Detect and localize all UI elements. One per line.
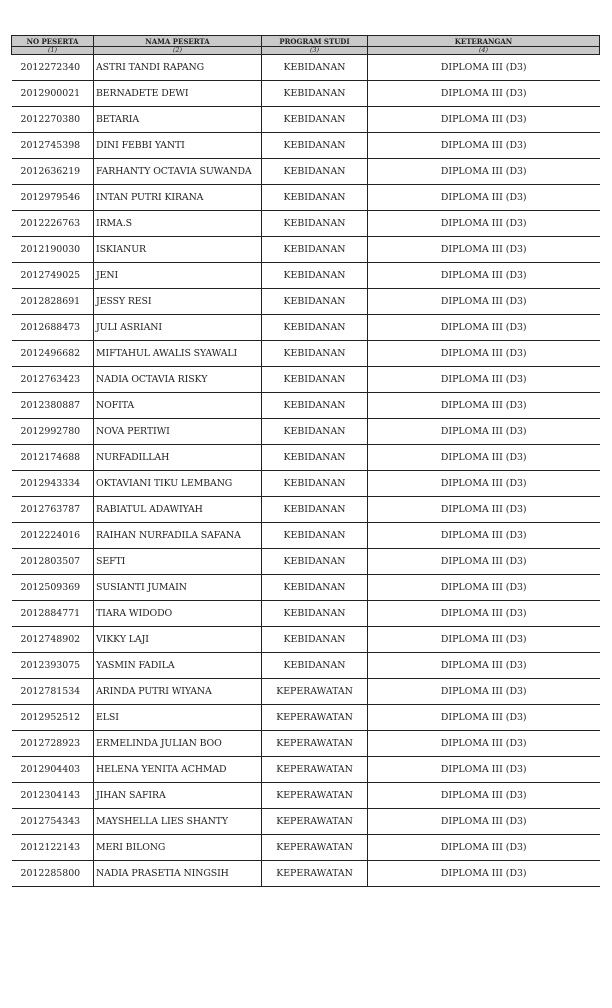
table-row [12,185,600,211]
cell-no-peserta: 2012380887 [12,393,94,419]
table-row [12,419,600,445]
cell-program-studi: KEBIDANAN [262,133,368,159]
cell-program-studi: KEPERAWATAN [262,809,368,835]
cell-keterangan: DIPLOMA III (D3) [368,393,600,419]
table-row [12,497,600,523]
cell-keterangan: DIPLOMA III (D3) [368,315,600,341]
header-program-studi: PROGRAM STUDI [262,36,368,47]
table-row [12,523,600,549]
cell-nama-peserta: HELENA YENITA ACHMAD [94,757,262,783]
cell-program-studi: KEBIDANAN [262,601,368,627]
cell-no-peserta: 2012763423 [12,367,94,393]
cell-program-studi: KEPERAWATAN [262,835,368,861]
cell-no-peserta: 2012224016 [12,523,94,549]
cell-program-studi: KEBIDANAN [262,315,368,341]
cell-program-studi: KEPERAWATAN [262,783,368,809]
table-row [12,315,600,341]
cell-nama-peserta: INTAN PUTRI KIRANA [94,185,262,211]
header-row [12,36,600,47]
cell-no-peserta: 2012803507 [12,549,94,575]
cell-nama-peserta: IRMA.S [94,211,262,237]
cell-keterangan: DIPLOMA III (D3) [368,341,600,367]
header-keterangan: KETERANGAN [368,36,600,47]
header-nama-peserta: NAMA PESERTA [94,36,262,47]
cell-nama-peserta: VIKKY LAJI [94,627,262,653]
table-row [12,705,600,731]
table-row [12,679,600,705]
table-row [12,237,600,263]
table-row [12,549,600,575]
cell-nama-peserta: ASTRI TANDI RAPANG [94,55,262,81]
cell-keterangan: DIPLOMA III (D3) [368,809,600,835]
cell-program-studi: KEPERAWATAN [262,731,368,757]
cell-keterangan: DIPLOMA III (D3) [368,289,600,315]
cell-no-peserta: 2012636219 [12,159,94,185]
table-row [12,731,600,757]
cell-nama-peserta: RAIHAN NURFADILA SAFANA [94,523,262,549]
table-row [12,757,600,783]
cell-program-studi: KEBIDANAN [262,159,368,185]
cell-keterangan: DIPLOMA III (D3) [368,471,600,497]
table-row [12,471,600,497]
cell-nama-peserta: DINI FEBBI YANTI [94,133,262,159]
table-row [12,393,600,419]
table-row [12,81,600,107]
cell-no-peserta: 2012952512 [12,705,94,731]
cell-nama-peserta: MIFTAHUL AWALIS SYAWALI [94,341,262,367]
cell-nama-peserta: JULI ASRIANI [94,315,262,341]
cell-no-peserta: 2012828691 [12,289,94,315]
cell-nama-peserta: RABIATUL ADAWIYAH [94,497,262,523]
cell-keterangan: DIPLOMA III (D3) [368,237,600,263]
cell-nama-peserta: NOFITA [94,393,262,419]
cell-keterangan: DIPLOMA III (D3) [368,55,600,81]
cell-program-studi: KEBIDANAN [262,289,368,315]
table-header [12,36,600,55]
cell-nama-peserta: ISKIANUR [94,237,262,263]
cell-program-studi: KEBIDANAN [262,575,368,601]
cell-keterangan: DIPLOMA III (D3) [368,367,600,393]
cell-no-peserta: 2012304143 [12,783,94,809]
header-number-row [12,47,600,55]
cell-no-peserta: 2012270380 [12,107,94,133]
cell-program-studi: KEPERAWATAN [262,679,368,705]
cell-nama-peserta: MAYSHELLA LIES SHANTY [94,809,262,835]
cell-program-studi: KEBIDANAN [262,445,368,471]
table-row [12,445,600,471]
table-row [12,263,600,289]
cell-keterangan: DIPLOMA III (D3) [368,861,600,887]
cell-no-peserta: 2012174688 [12,445,94,471]
cell-program-studi: KEBIDANAN [262,263,368,289]
cell-program-studi: KEBIDANAN [262,419,368,445]
cell-no-peserta: 2012509369 [12,575,94,601]
cell-keterangan: DIPLOMA III (D3) [368,575,600,601]
cell-nama-peserta: JIHAN SAFIRA [94,783,262,809]
table-row [12,809,600,835]
cell-program-studi: KEBIDANAN [262,497,368,523]
cell-program-studi: KEBIDANAN [262,81,368,107]
cell-no-peserta: 2012884771 [12,601,94,627]
cell-keterangan: DIPLOMA III (D3) [368,523,600,549]
cell-nama-peserta: OKTAVIANI TIKU LEMBANG [94,471,262,497]
cell-keterangan: DIPLOMA III (D3) [368,705,600,731]
table-row [12,601,600,627]
cell-no-peserta: 2012272340 [12,55,94,81]
cell-no-peserta: 2012728923 [12,731,94,757]
cell-no-peserta: 2012992780 [12,419,94,445]
cell-nama-peserta: NADIA PRASETIA NINGSIH [94,861,262,887]
cell-keterangan: DIPLOMA III (D3) [368,601,600,627]
cell-nama-peserta: NOVA PERTIWI [94,419,262,445]
cell-no-peserta: 2012496682 [12,341,94,367]
cell-keterangan: DIPLOMA III (D3) [368,679,600,705]
cell-nama-peserta: YASMIN FADILA [94,653,262,679]
cell-no-peserta: 2012226763 [12,211,94,237]
table-row [12,289,600,315]
cell-no-peserta: 2012900021 [12,81,94,107]
cell-no-peserta: 2012122143 [12,835,94,861]
cell-keterangan: DIPLOMA III (D3) [368,445,600,471]
cell-keterangan: DIPLOMA III (D3) [368,133,600,159]
cell-no-peserta: 2012748902 [12,627,94,653]
cell-no-peserta: 2012943334 [12,471,94,497]
cell-keterangan: DIPLOMA III (D3) [368,419,600,445]
cell-keterangan: DIPLOMA III (D3) [368,757,600,783]
cell-keterangan: DIPLOMA III (D3) [368,549,600,575]
header-number-2: (2) [94,47,262,55]
cell-keterangan: DIPLOMA III (D3) [368,627,600,653]
cell-no-peserta: 2012190030 [12,237,94,263]
header-number-3: (3) [262,47,368,55]
table-row [12,835,600,861]
cell-program-studi: KEBIDANAN [262,185,368,211]
table-row [12,107,600,133]
cell-nama-peserta: SUSIANTI JUMAIN [94,575,262,601]
cell-keterangan: DIPLOMA III (D3) [368,81,600,107]
header-number-1: (1) [12,47,94,55]
table-row [12,133,600,159]
cell-no-peserta: 2012688473 [12,315,94,341]
cell-program-studi: KEPERAWATAN [262,705,368,731]
cell-program-studi: KEPERAWATAN [262,861,368,887]
cell-nama-peserta: SEFTI [94,549,262,575]
cell-program-studi: KEBIDANAN [262,653,368,679]
cell-no-peserta: 2012393075 [12,653,94,679]
cell-no-peserta: 2012745398 [12,133,94,159]
table-row [12,653,600,679]
cell-nama-peserta: NURFADILLAH [94,445,262,471]
cell-program-studi: KEBIDANAN [262,107,368,133]
cell-program-studi: KEBIDANAN [262,471,368,497]
cell-keterangan: DIPLOMA III (D3) [368,653,600,679]
table-row [12,861,600,887]
participant-table [11,35,600,887]
cell-no-peserta: 2012904403 [12,757,94,783]
table-row [12,783,600,809]
cell-no-peserta: 2012749025 [12,263,94,289]
cell-nama-peserta: ELSI [94,705,262,731]
table-body [12,55,600,887]
cell-program-studi: KEBIDANAN [262,523,368,549]
cell-program-studi: KEBIDANAN [262,393,368,419]
cell-nama-peserta: BERNADETE DEWI [94,81,262,107]
cell-no-peserta: 2012754343 [12,809,94,835]
cell-no-peserta: 2012763787 [12,497,94,523]
table-row [12,575,600,601]
cell-nama-peserta: TIARA WIDODO [94,601,262,627]
cell-keterangan: DIPLOMA III (D3) [368,159,600,185]
cell-keterangan: DIPLOMA III (D3) [368,783,600,809]
cell-no-peserta: 2012285800 [12,861,94,887]
participant-table-container [11,35,599,887]
cell-program-studi: KEPERAWATAN [262,757,368,783]
cell-keterangan: DIPLOMA III (D3) [368,497,600,523]
table-row [12,367,600,393]
cell-program-studi: KEBIDANAN [262,367,368,393]
table-row [12,341,600,367]
table-row [12,159,600,185]
table-row [12,627,600,653]
cell-program-studi: KEBIDANAN [262,237,368,263]
cell-program-studi: KEBIDANAN [262,55,368,81]
cell-nama-peserta: ARINDA PUTRI WIYANA [94,679,262,705]
cell-keterangan: DIPLOMA III (D3) [368,107,600,133]
cell-program-studi: KEBIDANAN [262,627,368,653]
cell-nama-peserta: NADIA OCTAVIA RISKY [94,367,262,393]
cell-nama-peserta: BETARIA [94,107,262,133]
header-no-peserta: NO PESERTA [12,36,94,47]
table-row [12,55,600,81]
cell-keterangan: DIPLOMA III (D3) [368,835,600,861]
cell-nama-peserta: MERI BILONG [94,835,262,861]
cell-keterangan: DIPLOMA III (D3) [368,263,600,289]
cell-no-peserta: 2012979546 [12,185,94,211]
cell-program-studi: KEBIDANAN [262,341,368,367]
cell-no-peserta: 2012781534 [12,679,94,705]
cell-nama-peserta: ERMELINDA JULIAN BOO [94,731,262,757]
header-number-4: (4) [368,47,600,55]
cell-keterangan: DIPLOMA III (D3) [368,185,600,211]
cell-nama-peserta: FARHANTY OCTAVIA SUWANDA [94,159,262,185]
cell-keterangan: DIPLOMA III (D3) [368,211,600,237]
cell-program-studi: KEBIDANAN [262,549,368,575]
cell-program-studi: KEBIDANAN [262,211,368,237]
cell-nama-peserta: JENI [94,263,262,289]
cell-keterangan: DIPLOMA III (D3) [368,731,600,757]
cell-nama-peserta: JESSY RESI [94,289,262,315]
table-row [12,211,600,237]
